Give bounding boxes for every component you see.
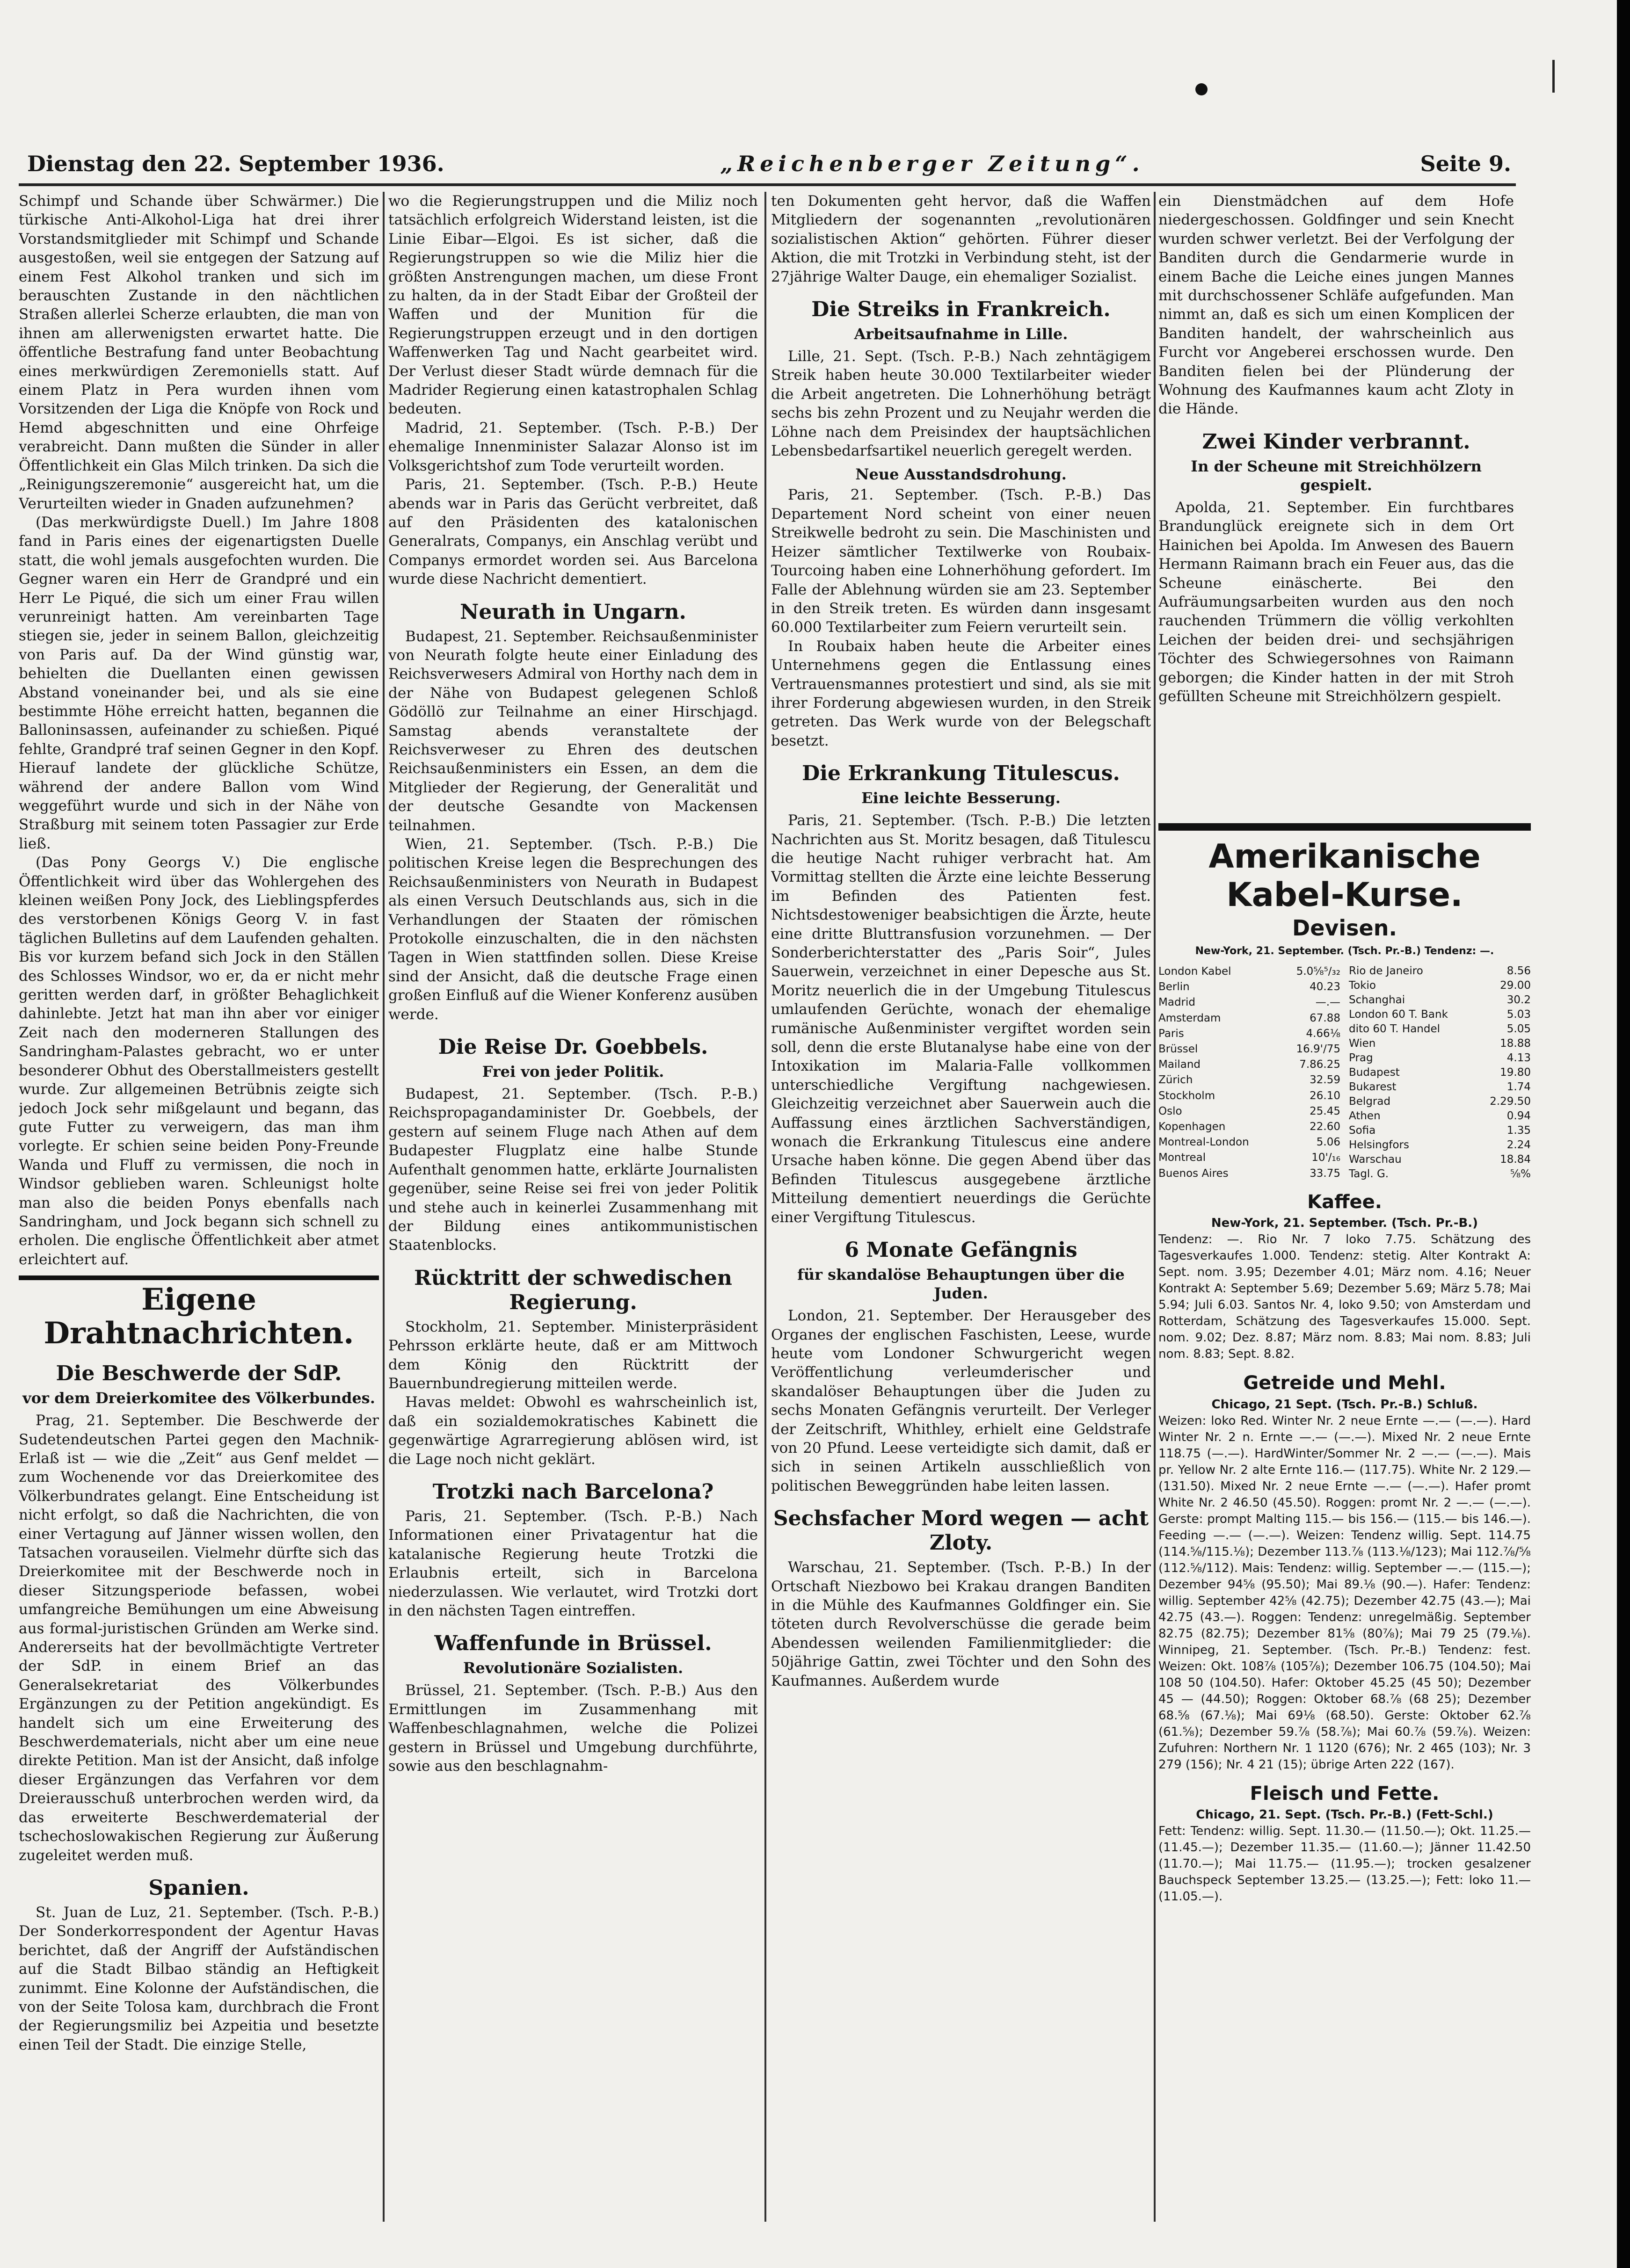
rate-row — [1158, 995, 1340, 1010]
rate-row — [1349, 1080, 1531, 1094]
rate-row — [1158, 1088, 1340, 1103]
article-subtitle: für skandalöse Behauptungen über die Juden. — [797, 1266, 1125, 1303]
paragraph: Schimpf und Schande über Schwärmer.) Die türkische Anti-Alkohol-Liga hat drei ihrer Vorstandsmitglieder mit Schimpf und Schande ausgestoßen, weil sie entgegen der Satzung auf einem Fest Alkohol tranken und sich im berauschten Zustande in den nächtlichen Straßen allerlei Scherze erlaubten, die man von ihnen am allerwenigsten erwartet hatte. Die öffentliche Bestrafung fand unter Beobachtung eines merkwürdigen Zeremoniells statt. Auf einem Platz in Pera wurden ihnen vom Vorsitzenden der Liga die Knöpfe von Rock und Hemd abgeschnitten und eine Ohrfeige verabreicht. Dann mußten die Sünder in aller Öffentlichkeit ein Glas Milch trinken. Da sich die „Reinigungszeremonie“ ausgereicht hat, um die Verurteilten wieder in Gnaden aufzunehmen? — [19, 193, 379, 512]
rate-value: 8.56 — [1506, 964, 1531, 977]
rate-row — [1158, 979, 1340, 995]
paragraph: Apolda, 21. September. Ein furchtbares Brandunglück ereignete sich in dem Ort Hainichen bei Apolda. Im Anwesen des Bauern Hermann Raimann brach ein Feuer aus, das die Scheune einäscherte. Bei den Aufräumungsarbeiten wurden aus den noch rauchenden Trümmern die völlig verkohlten Leichen der beiden drei- und sechsjährigen Töchter des Schwiegersohnes von Raimann geborgen; die Kinder hatten in der mit Stroh gefüllten Scheune mit Streichhölzern gespielt. — [1158, 499, 1514, 705]
getreide-report: Weizen: loko Red. Winter Nr. 2 neue Ernte —.— (—.—). Hard Winter Nr. 2 n. Ernte —.— (—.—). Mixed Nr. 2 neue Ernte 118.75 (—.—). HardWinter/Sommer Nr. 2 —.— (—.—). Mais pr. Yellow Nr. 2 alte Ernte 116.— (117.75). White Nr. 2 129.— (131.50). Mixed Nr. 2 neue Ernte —.— (—.—). Hafer promt White Nr. 2 46.50 (45.50). Roggen: promt Nr. 2 —.— (—.—). Gerste: prompt Malting 115.— bis 156.— (115.— bis 146.—). Feeding —.— (—.—). Weizen: Tendenz willig. Sept. 114.75 (114.⅝/115.⅛); Dezember 113.⅞ (113.⅛/123); Mai 112.⅞/⅝ (112.⅝/112). Mais: Tendenz: willig. September —.— (115.—); Dezember 94⅝ (95.50); Mai 89.⅛ (90.—). Hafer: Tendenz: willig. September 42⅝ (42.75); Dezember 42.75 (43.—); Mai 42.75 (43.—). Roggen: Tendenz: unregelmäßig. September 82.75 (82.75); Dezember 81⅝ (80⅞); Mai 79 25 (79.⅛). Winnipeg, 21. September. (Tsch. Pr.-B.) Tendenz: fest. Weizen: Okt. 108⅞ (105⅞); Dezember 106.75 (104.50); Mai 108 50 (104.50). Hafer: Oktober 45.25 (45 50); Dezember 45 — (44.50); Roggen: Oktober 68.⅞ (68 25); Dezember 68.⅝ (67.⅛); Mai 69⅛ (68.50). Gerste: Oktober 62.⅞ (61.⅝); Dezember 59.⅞ (58.⅞); Mai 60.⅞ (59.⅞). Weizen: Zufuhren: Northern Nr. 1 1120 (676); Nr. 2 465 (103); Nr. 3 279 (156); Nr. 4 21 (15); übrige Arten 222 (167). — [1158, 1413, 1531, 1772]
rate-row — [1158, 1010, 1340, 1026]
article-subtitle: Eine leichte Besserung. — [861, 789, 1061, 807]
devisen-title: Devisen. — [1292, 915, 1397, 941]
paragraph: In Roubaix haben heute die Arbeiter eines Unternehmens gegen die Entlassung eines Vertrauensmannes protestiert und sind, als sie mit ihrer Forderung abgewiesen wurden, in den Streik getreten. Das Werk wurde von der Belegschaft besetzt. — [771, 638, 1151, 749]
column-rule — [383, 192, 385, 2222]
rate-label: Stockholm — [1158, 1089, 1215, 1102]
rate-value: 18.84 — [1500, 1153, 1531, 1166]
rate-row — [1158, 964, 1340, 979]
rate-label: Montreal-London — [1158, 1136, 1249, 1149]
rate-label: Berlin — [1158, 981, 1190, 993]
masthead: „Reichenberger Zeitung“. — [720, 151, 1144, 176]
article-subtitle: Frei von jeder Politik. — [482, 1063, 664, 1081]
rate-label: Bukarest — [1349, 1080, 1397, 1093]
rate-label: Prag — [1349, 1051, 1373, 1064]
paragraph: Paris, 21. September. (Tsch. P.-B.) Nach Informationen einer Privatagentur hat die katalanische Regierung heute Trotzki die Erlaubnis erteilt, sich in Barcelona niederzulassen. Wie verlautet, wird Trotzki dort in den nächsten Tagen eintreffen. — [388, 1507, 758, 1619]
rate-value: 22.60 — [1310, 1120, 1340, 1133]
paragraph: Stockholm, 21. September. Ministerpräsident Pehrsson erklärte heute, daß er am Mittwoch dem König den Rücktritt der Bauernbundregierung mitteilen werde. — [388, 1318, 758, 1392]
rate-row — [1349, 1167, 1531, 1181]
rate-row — [1349, 1123, 1531, 1138]
article-title: Die Beschwerde der SdP. — [56, 1362, 342, 1386]
rate-label: Tagl. G. — [1349, 1167, 1389, 1180]
paragraph: London, 21. September. Der Herausgeber des Organes der englischen Faschisten, Leese, wurde heute vom Londoner Schwurgericht wegen Veröffentlichung verleumderischer und skandalöser Behauptungen über die Juden zu sechs Monaten Gefängnis verurteilt. Der Verleger der Zeitschrift, Whithley, erhielt eine Geldstrafe von 20 Pfund. Leese verteidigte sich damit, daß er sich in seinen Artikeln ausschließlich von politischen Beweggründen habe leiten lassen. — [771, 1307, 1151, 1494]
fleisch-report: Fett: Tendenz: willig. Sept. 11.30.— (11.50.—); Okt. 11.25.— (11.45.—); Dezember 11.35.— (11.60.—); Jänner 11.42.50 (11.70.—); Mai 11.75.— (11.95.—); trocken gesalzener Bauchspeck September 13.25.— (13.25.—); Fett: loko 11.— (11.05.—). — [1158, 1824, 1531, 1904]
rates-table-right — [1349, 964, 1531, 1181]
paragraph: Paris, 21. September. (Tsch. P.-B.) Heute abends war in Paris das Gerücht verbreitet, daß auf den Präsidenten des katalonischen Generalrats, Companys, ein Anschlag verübt und Companys ermordet worden sei. Aus Barcelona wurde diese Nachricht dementiert. — [388, 476, 758, 588]
rate-value: 4.13 — [1506, 1051, 1531, 1064]
header-rule — [19, 183, 1516, 186]
rate-row — [1349, 1036, 1531, 1051]
column-4 — [1158, 192, 1514, 814]
rate-value: 2.29.50 — [1490, 1095, 1531, 1108]
paragraph: wo die Regierungstruppen und die Miliz noch tatsächlich erfolgreich Widerstand leisten, ist die Linie Eibar—Elgoi. Es ist sicher, daß die Regierungstruppen so wie die Miliz hier die größten Anstrengungen machen, um diese Front zu halten, da in der Stadt Eibar der Großteil der Waffen und der Munition für die Regierungstruppen erzeugt und in den dortigen Waffenwerken Tag und Nacht gearbeitet wird. Der Verlust dieser Stadt würde demnach für die Madrider Regierung einen katastrophalen Schlag bedeuten. — [388, 193, 758, 418]
rate-label: Mailand — [1158, 1058, 1201, 1071]
rate-label: dito 60 T. Handel — [1349, 1022, 1441, 1035]
rate-value: ⅝% — [1510, 1167, 1531, 1180]
rate-row — [1158, 1042, 1340, 1057]
kaffee-dateline: New-York, 21. September. (Tsch. Pr.-B.) — [1211, 1216, 1478, 1231]
rate-value: 40.23 — [1310, 981, 1340, 993]
market-report — [1158, 823, 1531, 2222]
rate-value: 29.00 — [1500, 979, 1531, 992]
rate-row — [1158, 1057, 1340, 1072]
rate-row — [1349, 1094, 1531, 1109]
article-subtitle: Revolutionäre Sozialisten. — [463, 1659, 684, 1677]
ink-spot — [1195, 83, 1208, 95]
rate-row — [1349, 1109, 1531, 1123]
rate-value: 7.86.25 — [1299, 1058, 1340, 1071]
rate-label: Brüssel — [1158, 1043, 1198, 1055]
header-date: Dienstag den 22. September 1936. — [27, 151, 444, 176]
rate-row — [1349, 978, 1531, 993]
rate-row — [1158, 1135, 1340, 1150]
article-title: Trotzki nach Barcelona? — [432, 1479, 714, 1504]
article-subheading: Neue Ausstandsdrohung. — [855, 465, 1067, 484]
rate-label: Warschau — [1349, 1153, 1402, 1166]
paragraph: (Das merkwürdigste Duell.) Im Jahre 1808 fand in Paris eines der eigenartigsten Duelle statt, die wohl jemals ausgefochten wurden. Die Gegner waren ein Herr de Grandpré und ein Herr Le Piqué, die sich um einer Frau willen verunreinigt hatten. Am vereinbarten Tage stiegen sie, jeder in seinem Ballon, gleichzeitig von Paris auf. Da der Wind günstig war, behielten die Duellanten einen gewissen Abstand voneinander bei, und als sie eine bestimmte Höhe erreicht hatten, begannen die Balloninsassen, aufeinander zu schießen. Piqué fehlte, Grandpré traf seinen Gegner in den Kopf. Hierauf landete der glückliche Schütze, während der andere Ballon vom Wind weggeführt wurde und sich in der Nähe von Straßburg mit seinem toten Passagier zur Erde ließ. — [19, 514, 379, 852]
rate-row — [1158, 1150, 1340, 1166]
rate-row — [1349, 1065, 1531, 1080]
rate-value: 32.59 — [1310, 1074, 1340, 1087]
rate-row — [1349, 1138, 1531, 1152]
paragraph: Budapest, 21. September. Reichsaußenminister von Neurath folgte heute einer Einladung des Reichsverwesers Admiral von Horthy nach dem in der Nähe von Budapest gelegenen Schloß Gödöllö zur Teilnahme an einer Hirschjagd. Samstag abends veranstaltete der Reichsverweser zu Ehren des deutschen Reichsaußenministers ein Essen, an dem die Mitglieder der Regierung, der Generalität und der deutsche Gesandte von Mackensen teilnahmen. — [388, 628, 758, 834]
paragraph: Madrid, 21. September. (Tsch. P.-B.) Der ehemalige Innenminister Salazar Alonso ist im Volksgerichtshof zum Tode verurteilt worden. — [388, 419, 758, 474]
getreide-title: Getreide und Mehl. — [1243, 1372, 1446, 1394]
rate-row — [1349, 1007, 1531, 1022]
article-title: Zwei Kinder verbrannt. — [1202, 429, 1470, 454]
scan-mark — [1552, 60, 1555, 93]
article-title: Neurath in Ungarn. — [460, 600, 686, 624]
page-number: Seite 9. — [1420, 151, 1511, 176]
rate-value: 0.94 — [1506, 1109, 1531, 1122]
rate-label: Buenos Aires — [1158, 1167, 1229, 1180]
article-title: Die Erkrankung Titulescus. — [802, 761, 1120, 786]
rate-label: Belgrad — [1349, 1095, 1391, 1108]
rate-label: London Kabel — [1158, 965, 1231, 978]
paragraph: St. Juan de Luz, 21. September. (Tsch. P.-B.) Der Sonderkorrespondent der Agentur Havas berichtet, daß der Angriff der Aufständischen auf die Stadt Bilbao ständig an Heftigkeit zunimmt. Eine Kolonne der Aufständischen, die von der Seite Tolosa kam, durchbrach die Front der Regierungsmiliz bei Azpeitia und besetzte einen Teil der Stadt. Die einzige Stelle, — [19, 1904, 379, 2053]
article-title: Sechsfacher Mord wegen — acht Zloty. — [773, 1507, 1149, 1555]
rate-row — [1158, 1072, 1340, 1088]
fleisch-title: Fleisch und Fette. — [1250, 1783, 1440, 1804]
rate-label: Paris — [1158, 1027, 1184, 1040]
column-rule — [1154, 192, 1156, 2222]
page-header — [27, 147, 1511, 180]
rate-row — [1158, 1026, 1340, 1042]
rate-value: 5.06 — [1316, 1136, 1340, 1149]
rate-row — [1158, 1166, 1340, 1181]
article-subtitle: Arbeitsaufnahme in Lille. — [854, 325, 1068, 343]
rate-row — [1349, 1022, 1531, 1036]
rate-value: 10'/₁₆ — [1311, 1152, 1340, 1164]
market-title: Amerikanische Kabel-Kurse. — [1158, 823, 1531, 914]
rate-row — [1349, 1152, 1531, 1167]
article-subtitle: In der Scheune mit Streichhölzern gespielt. — [1191, 457, 1482, 494]
rate-label: Kopenhagen — [1158, 1120, 1226, 1133]
rate-label: Budapest — [1349, 1066, 1400, 1079]
rate-label: Athen — [1349, 1109, 1381, 1122]
column-1 — [19, 192, 379, 2222]
rate-label: Sofia — [1349, 1124, 1376, 1137]
rate-value: 25.45 — [1310, 1105, 1340, 1117]
rate-row — [1349, 993, 1531, 1007]
rate-value: 33.75 — [1310, 1167, 1340, 1180]
paragraph: Warschau, 21. September. (Tsch. P.-B.) In der Ortschaft Niezbowo bei Krakau drangen Banditen in die Mühle des Kaufmannes Goldfinger ein. Sie töteten durch Revolverschüsse die gerade beim Abendessen weilenden Familienmitglieder: die 50jährige Gattin, zwei Töchter und den Sohn des Kaufmannes. Außerdem wurde — [771, 1559, 1151, 1689]
rate-value: 1.35 — [1506, 1124, 1531, 1137]
rate-row — [1158, 1104, 1340, 1119]
article-title: 6 Monate Gefängnis — [844, 1238, 1077, 1262]
rate-label: Zürich — [1158, 1074, 1193, 1087]
rate-value: 67.88 — [1310, 1012, 1340, 1024]
article-title: Rücktritt der schwedischen Regierung. — [414, 1266, 732, 1314]
rate-label: Tokio — [1349, 979, 1376, 992]
devisen-dateline: New-York, 21. September. (Tsch. Pr.-B.) Tendenz: —. — [1195, 945, 1494, 957]
rate-label: Montreal — [1158, 1152, 1206, 1164]
paragraph: Prag, 21. September. Die Beschwerde der Sudetendeutschen Partei gegen den Machnik-Erlaß ist — wie die „Zeit“ aus Genf meldet — zum Wochenende vor das Dreierkomitee des Völkerbundrates gelangt. Eine Entscheidung ist nicht erfolgt, so daß die Nachrichten, die von einer Vertagung auf Jänner wissen wollen, den Tatsachen vorauseilen. Vielmehr dürfte sich das Dreierkomitee mit der Beschwerde noch in dieser Sitzungsperiode befassen, wobei umfangreiche Bemühungen um eine Abweisung aus formal-juristischen Gründen am Werke sind. Andererseits hat der bevollmächtigte Vertreter der SdP. in einem Brief an das Generalsekretariat des Völkerbundes Ergänzungen zu der Petition angekündigt. Es handelt sich um eine Erweiterung des Beschwerdematerials, nicht aber um eine neue direkte Petition. Man ist der Ansicht, daß infolge dieser Ergänzungen das Verfahren vor dem Dreierausschuß unterbrochen werden wird, da das erweiterte Beschwerdematerial der tschechoslowakischen Regierung zur Äußerung zugeleitet werden muß. — [19, 1412, 379, 1864]
rate-row — [1158, 1119, 1340, 1135]
rate-label: Schanghai — [1349, 993, 1405, 1006]
article-title: Spanien. — [148, 1876, 249, 1900]
rate-label: Wien — [1349, 1037, 1376, 1050]
article-subtitle: vor dem Dreierkomitee des Völkerbundes. — [22, 1389, 375, 1407]
paragraph: Paris, 21. September. (Tsch. P.-B.) Das Departement Nord scheint von einer neuen Streikwelle bedroht zu sein. Die Maschinisten und Heizer sämtlicher Textilwerke von Roubaix-Tourcoing haben eine Lohnerhöhung gefordert. Im Falle der Ablehnung würden sie am 23. September in den Streik treten. Es würden dann insgesamt 60.000 Textilarbeiter zum Feiern verurteilt sein. — [771, 486, 1151, 636]
paragraph: Paris, 21. September. (Tsch. P.-B.) Die letzten Nachrichten aus St. Moritz besagen, daß Titulescu die heutige Nacht ruhiger verbracht hat. Am Vormittag stellten die Ärzte eine leichte Besserung im Befinden des Patienten fest. Nichtsdestoweniger beabsichtigen die Ärzte, heute eine dritte Bluttransfusion vorzunehmen. — Der Sonderberichterstatter des „Paris Soir“, Jules Sauerwein, verzeichnet in einer Depesche aus St. Moritz neuerlich die in der Umgebung Titulescus umlaufenden Gerüchte, wonach der ehemalige rumänische Außenminister vergiftet worden sein soll, denn die erste Blutanalyse habe eine von der Intoxikation im Malaria-Falle vollkommen unterschiedliche Vergiftung nachgewiesen. Gleichzeitig verzeichnet aber Sauerwein auch die Auffassung eines ärztlichen Sachverständigen, wonach die Erkrankung Titulescus eine andere Ursache haben könne. Die gegen Abend über das Befinden Titulescus ausgegebene ärztliche Mitteilung dementiert neuerdings die Gerüchte einer Vergiftung Titulescus. — [771, 812, 1151, 1226]
rate-label: London 60 T. Bank — [1349, 1008, 1448, 1021]
paragraph: Havas meldet: Obwohl es wahrscheinlich ist, daß ein sozialdemokratisches Kabinett die gegenwärtige Agrarregierung ablösen wird, ist die Lage noch nicht geklärt. — [388, 1394, 758, 1468]
rate-value: 5.03 — [1506, 1008, 1531, 1021]
rate-row — [1349, 964, 1531, 978]
column-rule — [764, 192, 766, 2222]
scan-border — [1617, 0, 1630, 2268]
article-title: Die Reise Dr. Goebbels. — [438, 1035, 708, 1059]
rate-label: Oslo — [1158, 1105, 1182, 1117]
rate-label: Amsterdam — [1158, 1012, 1221, 1024]
rate-value: 1.74 — [1506, 1080, 1531, 1093]
paragraph: (Das Pony Georgs V.) Die englische Öffentlichkeit wird über das Wohlergehen des kleinen weißen Pony Jock, des Lieblingspferdes des verstorbenen Königs Georg V. in fast täglichen Bulletins auf dem Laufenden gehalten. Bis vor kurzem befand sich Jock in den Ställen des Schlosses Windsor, wo er, da er nicht mehr geritten werden darf, in größter Behaglichkeit dahinlebte. Jetzt hat man ihn aber vor einiger Zeit nach den moderneren Stallungen des Sandringham-Palastes gebracht, wo er unter besonderer Obhut des Oberstallmeisters gestellt wurde. Zur allgemeinen Betrübnis zeigte sich jedoch Jock sehr mißgelaunt und begann, das gute Futter zu verweigern, das man ihm vorlegte. Er schien seine beiden Pony-Freunde Wanda und Fluff zu vermissen, die noch in Windsor geblieben waren. Schleunigst holte man also die beiden Ponys ebenfalls nach Sandringham, und Jock begann sich schnell zu erholen. Die englische Öffentlichkeit aber atmet erleichtert auf. — [19, 854, 379, 1268]
rate-row — [1349, 1051, 1531, 1065]
exchange-rates — [1158, 964, 1531, 1181]
paragraph: ten Dokumenten geht hervor, daß die Waffen Mitgliedern der sogenannten „revolutionären sozialistischen Aktion“ gehörten. Führer dieser Aktion, die mit Trotzki in Verbindung steht, ist der 27jährige Walter Dauge, ein ehemaliger Sozialist. — [771, 193, 1151, 285]
rate-value: 30.2 — [1506, 993, 1531, 1006]
rate-value: —.— — [1315, 996, 1340, 1009]
rate-value: 19.80 — [1500, 1066, 1531, 1079]
paragraph: Wien, 21. September. (Tsch. P.-B.) Die politischen Kreise legen die Besprechungen des Reichsaußenministers von Neurath in Budapest als einen Versuch Deutschlands aus, sich in die Verhandlungen der Staaten der römischen Protokolle einzuschalten, die in den nächsten Tagen in Wien stattfinden sollen. Diese Kreise sind der Ansicht, daß die deutsche Frage einen großen Einfluß auf die Wiener Konferenz ausüben werde. — [388, 836, 758, 1023]
rate-label: Madrid — [1158, 996, 1195, 1009]
rate-value: 5.0⅝⁵/₃₂ — [1296, 965, 1340, 978]
rate-value: 18.88 — [1500, 1037, 1531, 1050]
fleisch-dateline: Chicago, 21. Sept. (Tsch. Pr.-B.) (Fett-Schl.) — [1196, 1808, 1493, 1822]
paragraph: ein Dienstmädchen auf dem Hofe niedergeschossen. Goldfinger und sein Knecht wurden schwer verletzt. Bei der Verfolgung der Banditen durch die Gendarmerie wurde in einem Bache die Leiche eines jungen Mannes mit durchschossener Schläfe aufgefunden. Man nimmt an, daß es sich um einen Komplicen der Banditen handelt, der wahrscheinlich aus Furcht vor Angeberei erschossen wurde. Den Banditen fielen bei der Plünderung der Wohnung des Kaufmannes kaum acht Zloty in die Hände. — [1158, 193, 1514, 418]
article-title: Die Streiks in Frankreich. — [811, 297, 1111, 322]
rate-value: 16.9'/75 — [1296, 1043, 1340, 1055]
section-title: Eigene Drahtnachrichten. — [19, 1275, 379, 1350]
kaffee-report: Tendenz: —. Rio Nr. 7 loko 7.75. Schätzung des Tagesverkaufes 1.000. Tendenz: stetig. Alter Kontrakt A: Sept. nom. 3.95; Dezember 4.01; März nom. 4.16; Neuer Kontrakt A: September 5.69; Dezember 5.69; März 5.78; Mai 5.94; Juli 6.03. Santos Nr. 4, loko 9.50; von Amsterdam und Rotterdam, Schätzung des Tagesverkaufes 15.000. Sept. nom. 9.02; Dez. 8.87; März nom. 8.83; Mai nom. 8.83; Juli nom. 8.83; Sept. 8.82. — [1158, 1232, 1531, 1362]
kaffee-title: Kaffee. — [1307, 1191, 1382, 1213]
paragraph: Budapest, 21. September. (Tsch. P.-B.) Reichspropagandaminister Dr. Goebbels, der gestern auf seinem Fluge nach Athen auf dem Budapester Flugplatz eine halbe Stunde Aufenthalt genommen hatte, erklärte Journalisten gegenüber, seine Reise sei frei von jeder Politik und stehe auch in keinerlei Zusammenhang mit der Bildung eines antikommunistischen Staatenblocks. — [388, 1086, 758, 1254]
column-3 — [771, 192, 1151, 2222]
getreide-dateline: Chicago, 21 Sept. (Tsch. Pr.-B.) Schluß. — [1211, 1397, 1478, 1412]
rate-label: Rio de Janeiro — [1349, 964, 1423, 977]
rates-table-left — [1158, 964, 1340, 1181]
paragraph: Lille, 21. Sept. (Tsch. P.-B.) Nach zehntägigem Streik haben heute 30.000 Textilarbeiter wieder die Arbeit angetreten. Die Lohnerhöhung beträgt sechs bis zehn Prozent und zu Neujahr werden die Löhne nach dem Preisindex der hauptsächlichen Lebensbedarfsartikel neuerlich geregelt werden. — [771, 348, 1151, 460]
rate-value: 2.24 — [1506, 1138, 1531, 1151]
article-title: Waffenfunde in Brüssel. — [434, 1631, 712, 1656]
rate-value: 4.66⅛ — [1306, 1027, 1340, 1040]
rate-value: 5.05 — [1506, 1022, 1531, 1035]
rate-label: Helsingfors — [1349, 1138, 1409, 1151]
paragraph: Brüssel, 21. September. (Tsch. P.-B.) Aus den Ermittlungen im Zusammenhang mit Waffenbeschlagnahmen, welche die Polizei gestern in Brüssel und Umgebung durchführte, sowie aus den beschlagnahm- — [388, 1682, 758, 1775]
column-2 — [388, 192, 758, 2222]
rate-value: 26.10 — [1310, 1089, 1340, 1102]
